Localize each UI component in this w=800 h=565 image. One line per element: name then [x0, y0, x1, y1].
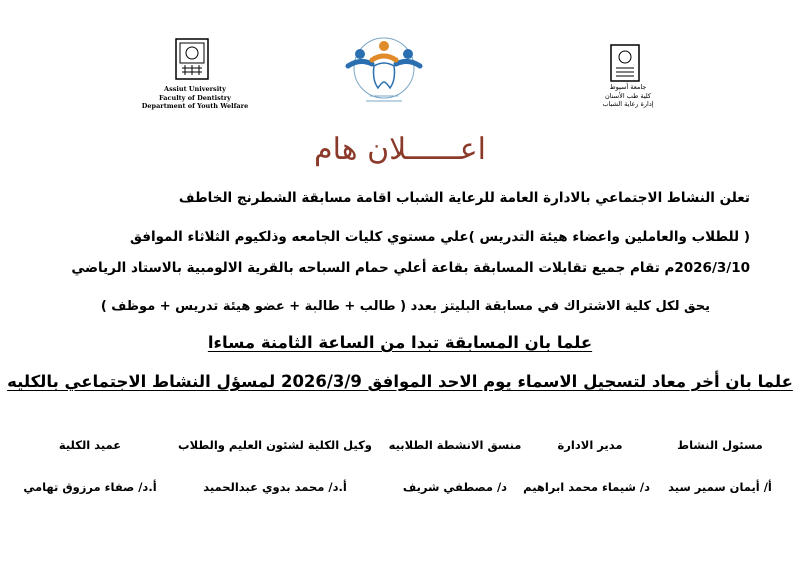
signature-role-1: مسئول النشاط	[677, 438, 763, 452]
english-header-block	[140, 85, 250, 111]
faculty-en: Faculty of Dentistry	[159, 93, 231, 102]
youth-welfare-tooth-logo	[330, 36, 438, 108]
registration-deadline-notice: علما بان أخر معاد لتسجيل الاسماء يوم الاحد الموافق 2026/3/9 لمسؤل النشاط الاجتماعي بالكليه	[7, 372, 793, 391]
body-line-5	[0, 333, 800, 352]
faculty-ar: كلية طب الأسنان	[604, 91, 652, 100]
signature-role-2: مدير الادارة	[557, 438, 623, 452]
signature-role-3: منسق الانشطة الطلابيه	[388, 438, 522, 452]
faculty-dentistry-logo	[610, 44, 640, 82]
signature-role-5: عميد الكلية	[58, 438, 122, 452]
body-line-4: يحق لكل كلية الاشتراك في مسابقة البليتز بعدد ( طالب + طالبة + عضو هيئة تدريس + موظف )	[100, 299, 710, 314]
body-line-1: تعلن النشاط الاجتماعي بالادارة العامة للرعاية الشباب اقامة مسابقة الشطرنج الخاطف	[178, 190, 750, 206]
signature-name-3: د/ مصطفي شريف	[402, 480, 508, 494]
department-ar: إدارة رعاية الشباب	[602, 100, 654, 108]
signature-name-4: أ.د/ محمد بدوي عبدالحميد	[203, 480, 347, 494]
assiut-university-logo	[175, 38, 209, 80]
announcement-title: اعــــــلان هام	[314, 132, 486, 167]
department-en: Department of Youth Welfare	[141, 102, 249, 110]
body-line-2: ( للطلاب والعاملين واعضاء هيئة التدريس )علي مستوي كليات الجامعه وذلكيوم الثلاثاء الموافق	[129, 229, 750, 245]
university-ar: جامعة أسيوط	[609, 83, 647, 91]
university-en: Assiut University	[164, 85, 226, 93]
start-time-notice: علما بان المسابقة تبدا من الساعة الثامنة مساءا	[207, 333, 593, 352]
signature-name-5: أ.د/ صفاء مرزوق تهامي	[23, 480, 157, 494]
body-line-3: 2026/3/10م تقام جميع تقابلات المسابقة بقاعة أعلي حمام السباحه بالقرية الالومبية بالاستاد الرياضي	[71, 260, 750, 276]
body-line-6	[0, 372, 800, 391]
signature-name-1: أ/ أيمان سمير سيد	[668, 480, 772, 494]
signature-role-4: وكيل الكلية لشئون العليم والطلاب	[178, 438, 372, 452]
arabic-header-block	[588, 83, 668, 109]
signature-name-2: د/ شيماء محمد ابراهيم	[523, 480, 650, 494]
